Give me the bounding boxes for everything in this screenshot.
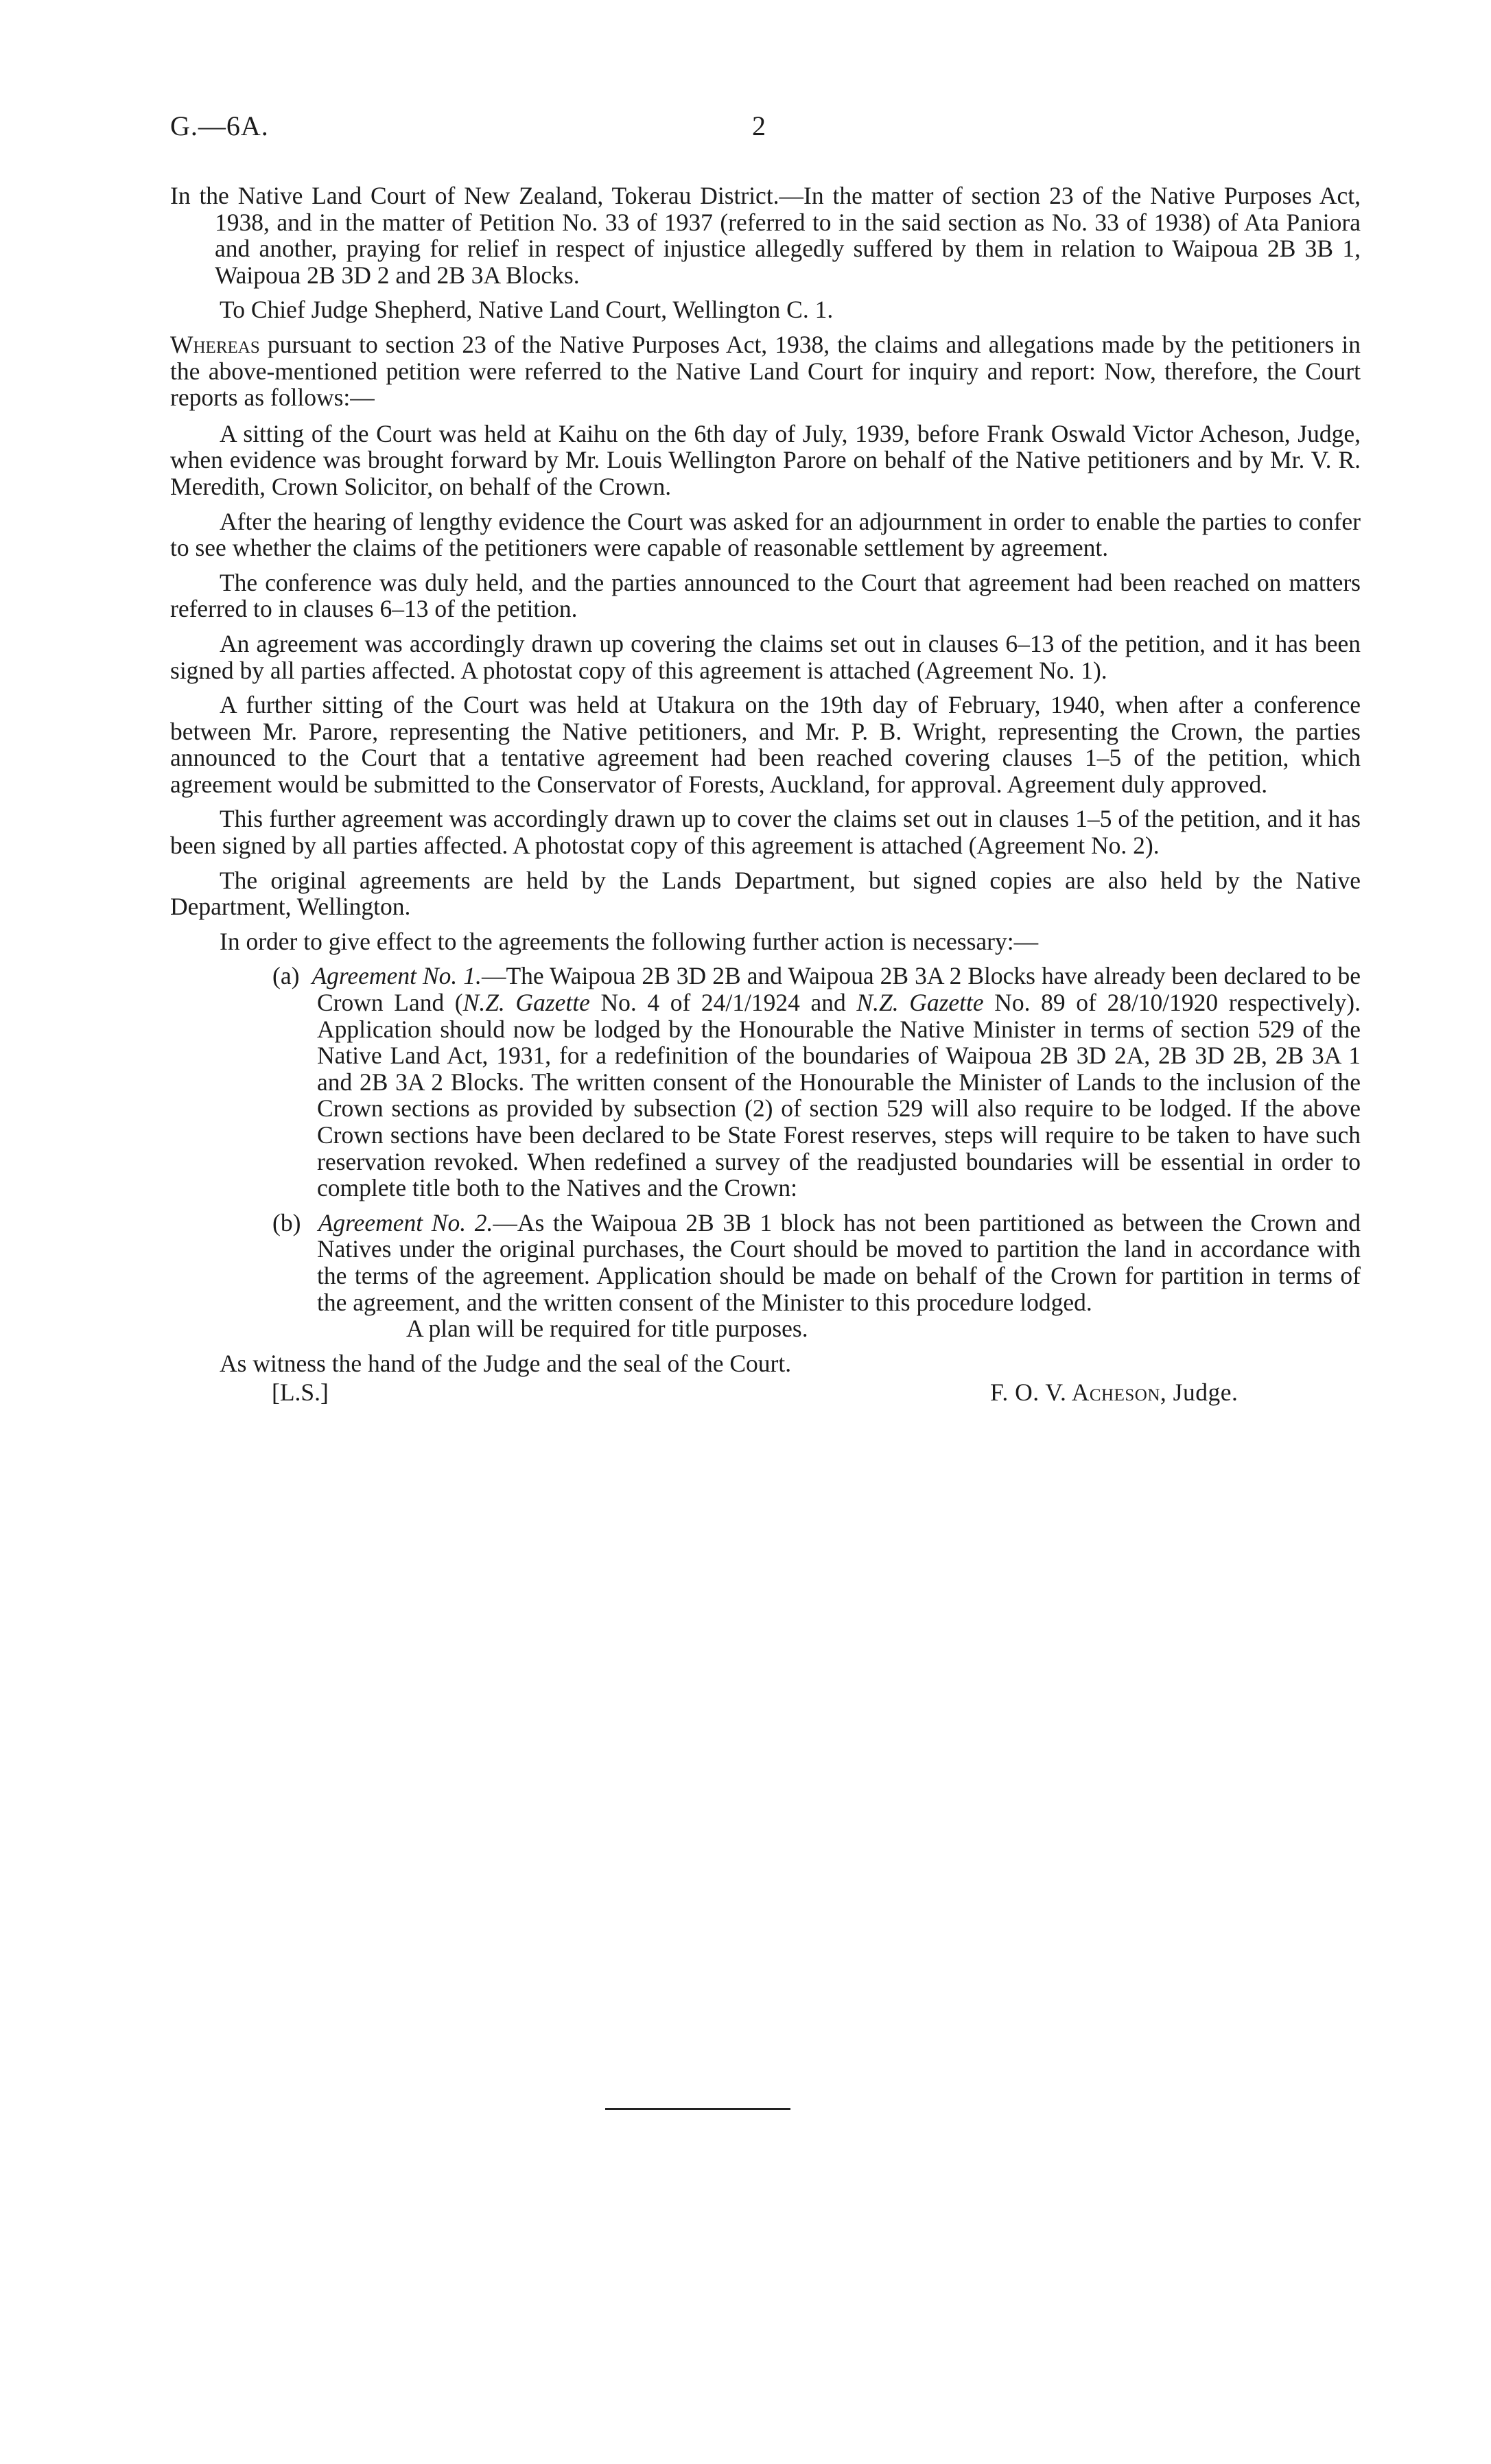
- item-b-text: —As the Waipoua 2B 3B 1 block has not been partitioned as between the Crown and Natives under the original purchases, the Court should be moved to partition the land in accordance with the terms of the agreement. Application should be made on behalf of the Crown for partition in terms of the agreement, and the written consent of the Minister to this procedure lodged.: [317, 1208, 1361, 1316]
- page-number: 2: [752, 110, 766, 141]
- paragraph-further-action: In order to give effect to the agreements the following further action is necessary:—: [220, 927, 1039, 955]
- addressee: To Chief Judge Shepherd, Native Land Court, Wellington C. 1.: [220, 296, 834, 324]
- item-a-text-1: —The Waipoua 2B 3D 2B and Waipoua 2B 3A 2 Blocks have already been declared to be Crown Land (: [317, 962, 1361, 1017]
- seal-mark: [L.S.]: [272, 1378, 329, 1407]
- plan-note: A plan will be required for title purposes.: [406, 1315, 808, 1343]
- item-a-label: (a): [272, 962, 300, 990]
- signature-line: [170, 1379, 1361, 1407]
- whereas-paragraph: [170, 331, 1361, 411]
- paragraph-sitting-kaihu: A sitting of the Court was held at Kaihu on the 6th day of July, 1939, before Frank Oswald Victor Acheson, Judge, when evidence was brought forward by Mr. Louis Wellington Parore on behalf of the Native petitioners and by Mr. V. R. Meredith, Crown Solicitor, on behalf of the Crown.: [170, 419, 1361, 500]
- paragraph-conference: The conference was duly held, and the parties announced to the Court that agreement had been reached on matters referred to in clauses 6–13 of the petition.: [170, 568, 1361, 623]
- page-header: [170, 110, 1323, 151]
- paragraph-agreement-1: An agreement was accordingly drawn up covering the claims set out in clauses 6–13 of the petition, and it has been signed by all parties affected. A photostat copy of this agreement is attached (Agreement No. 1).: [170, 629, 1361, 684]
- paragraph-adjournment: After the hearing of lengthy evidence the Court was asked for an adjournment in order to enable the parties to confer to see whether the claims of the petitioners were capable of reasonable settlement by agreement.: [170, 507, 1361, 562]
- paragraph-agreement-2: This further agreement was accordingly drawn up to cover the claims set out in clauses 1–5 of the petition, and it has been signed by all parties affected. A photostat copy of this agreement is attached (Agreement No. 2).: [170, 805, 1361, 860]
- item-b: [170, 1210, 1361, 1315]
- item-a-heading: Agreement No. 1.: [312, 962, 482, 990]
- whereas-lead: Whereas: [170, 330, 260, 358]
- witness-clause: As witness the hand of the Judge and the seal of the Court.: [220, 1349, 792, 1377]
- item-a-text-3: No. 89 of 28/10/1920 respectively). Application should now be lodged by the Honourable the Native Minister in terms of section 529 of the Native Land Act, 1931, for a redefinition of the boundaries of Waipoua 2B 3D 2A, 2B 3D 2B, 2B 3A 1 and 2B 3A 2 Blocks. The written consent of the Honourable the Minister of Lands to the inclusion of the Crown sections as provided by subsection (2) of section 529 will also require to be lodged. If the above Crown sections have been declared to be State Forest reserves, steps will require to be taken to have such reservation revoked. When redefined a survey of the readjusted boundaries will be essential in order to complete title both to the Natives and the Crown:: [317, 989, 1361, 1202]
- item-b-heading: Agreement No. 2.: [318, 1208, 493, 1236]
- whereas-text: pursuant to section 23 of the Native Purposes Act, 1938, the claims and allegations made by the petitioners in the above-mentioned petition were referred to the Native Land Court for inquiry and report: Now, therefore, the Court reports as follows:—: [170, 330, 1361, 412]
- judge-signature: [990, 1379, 1238, 1406]
- document-reference: G.—6A.: [170, 110, 269, 141]
- item-a: [170, 963, 1361, 1201]
- judge-name: F. O. V. Acheson: [990, 1378, 1160, 1407]
- judge-title: , Judge.: [1160, 1378, 1238, 1407]
- item-b-label: (b): [272, 1208, 301, 1236]
- paragraph-sitting-utakura: A further sitting of the Court was held at Utakura on the 19th day of February, 1940, when after a conference between Mr. Parore, representing the Native petitioners, and Mr. P. B. Wright, representing the Crown, the parties announced to the Court that a tentative agreement had been reached covering clauses 1–5 of the petition, which agreement would be submitted to the Conservator of Forests, Auckland, for approval. Agreement duly approved.: [170, 691, 1361, 798]
- paragraph-original-agreements: The original agreements are held by the Lands Department, but signed copies are also held by the Native Department, Wellington.: [170, 866, 1361, 921]
- closing-rule: [605, 2108, 790, 2110]
- document-body: [170, 183, 1361, 1407]
- title-paragraph: In the Native Land Court of New Zealand, Tokerau District.—In the matter of section 23 of the Native Purposes Act, 1938, and in the matter of Petition No. 33 of 1937 (referred to in the said section as No. 33 of 1938) of Ata Paniora and another, praying for relief in respect of injustice allegedly suffered by them in relation to Waipoua 2B 3B 1, Waipoua 2B 3D 2 and 2B 3A Blocks.: [170, 182, 1361, 289]
- item-a-text-2: No. 4 of 24/1/1924 and: [589, 989, 857, 1017]
- item-a-gazette-2: N.Z. Gazette: [856, 989, 984, 1017]
- item-a-gazette-1: N.Z. Gazette: [462, 989, 590, 1017]
